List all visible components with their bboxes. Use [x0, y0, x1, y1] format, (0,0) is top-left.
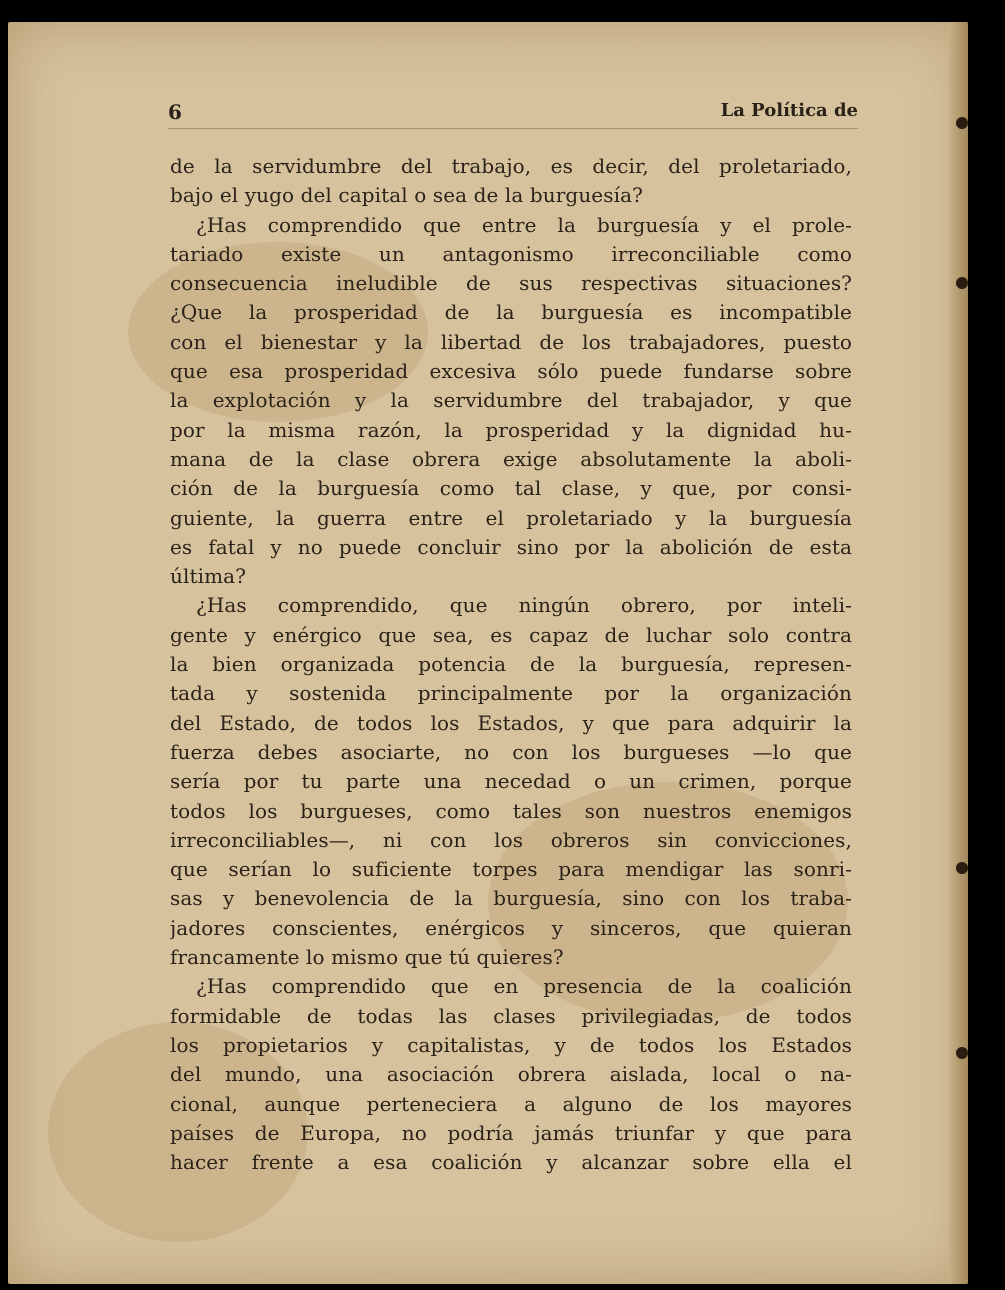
text-line: francamente lo mismo que tú quieres?: [170, 945, 564, 970]
binding-stitch-icon: [956, 862, 968, 874]
text-line: cional, aunque perteneciera a alguno de los mayores: [170, 1091, 852, 1116]
book-spine: [948, 22, 968, 1284]
text-line: ¿Que la prosperidad de la burguesía es incompatible: [170, 300, 852, 325]
body-text: [170, 152, 852, 1177]
text-line: tariado existe un antagonismo irreconciliable como: [170, 241, 852, 266]
binding-stitch-icon: [956, 277, 968, 289]
text-line: de la servidumbre del trabajo, es decir, del proletariado,: [170, 154, 852, 178]
page-number: 6: [168, 100, 182, 124]
text-line: es fatal y no puede concluir sino por la abolición de esta: [170, 534, 852, 559]
text-line: sas y benevolencia de la burguesía, sino con los traba-: [170, 886, 852, 911]
text-line: jadores conscientes, enérgicos y sinceros, que quieran: [170, 915, 852, 940]
text-line: del mundo, una asociación obrera aislada, local o na-: [170, 1062, 852, 1087]
text-line: la explotación y la servidumbre del trabajador, y que: [170, 388, 852, 413]
header-rule: [168, 128, 858, 129]
text-line: mana de la clase obrera exige absolutamente la aboli-: [170, 446, 852, 471]
text-line: fuerza debes asociarte, no con los burgueses —lo que: [170, 739, 852, 764]
text-line: del Estado, de todos los Estados, y que para adquirir la: [170, 710, 852, 735]
text-line: formidable de todas las clases privilegiadas, de todos: [170, 1003, 852, 1028]
running-head: La Política de: [720, 100, 858, 121]
text-line: todos los burgueses, como tales son nuestros enemigos: [170, 798, 852, 823]
text-line: la bien organizada potencia de la burguesía, represen-: [170, 652, 852, 677]
text-line: hacer frente a esa coalición y alcanzar sobre ella el: [170, 1150, 852, 1175]
text-line: con el bienestar y la libertad de los trabajadores, puesto: [170, 329, 852, 354]
text-line: ¿Has comprendido, que ningún obrero, por inteli-: [196, 593, 852, 618]
text-line: sería por tu parte una necedad o un crimen, porque: [170, 769, 852, 794]
text-line: guiente, la guerra entre el proletariado y la burguesía: [170, 505, 852, 530]
text-line: consecuencia ineludible de sus respectivas situaciones?: [170, 271, 852, 296]
text-line: los propietarios y capitalistas, y de todos los Estados: [170, 1032, 852, 1057]
text-line: bajo el yugo del capital o sea de la burguesía?: [170, 183, 643, 208]
text-line: que esa prosperidad excesiva sólo puede fundarse sobre: [170, 359, 852, 384]
text-line: que serían lo suficiente torpes para mendigar las sonri-: [170, 857, 852, 882]
text-line: irreconciliables—, ni con los obreros sin convicciones,: [170, 827, 852, 852]
text-line: países de Europa, no podría jamás triunfar y que para: [170, 1120, 852, 1145]
book-page: [8, 22, 968, 1284]
binding-stitch-icon: [956, 1047, 968, 1059]
page-header: [168, 92, 858, 132]
binding-stitch-icon: [956, 117, 968, 129]
text-line: tada y sostenida principalmente por la organización: [170, 681, 852, 706]
text-line: ¿Has comprendido que en presencia de la coalición: [196, 974, 852, 999]
text-line: ¿Has comprendido que entre la burguesía y el prole-: [196, 212, 852, 237]
text-line: última?: [170, 564, 247, 589]
text-line: gente y enérgico que sea, es capaz de luchar solo contra: [170, 622, 852, 647]
text-line: por la misma razón, la prosperidad y la dignidad hu-: [170, 417, 852, 442]
text-line: ción de la burguesía como tal clase, y que, por consi-: [170, 476, 852, 501]
